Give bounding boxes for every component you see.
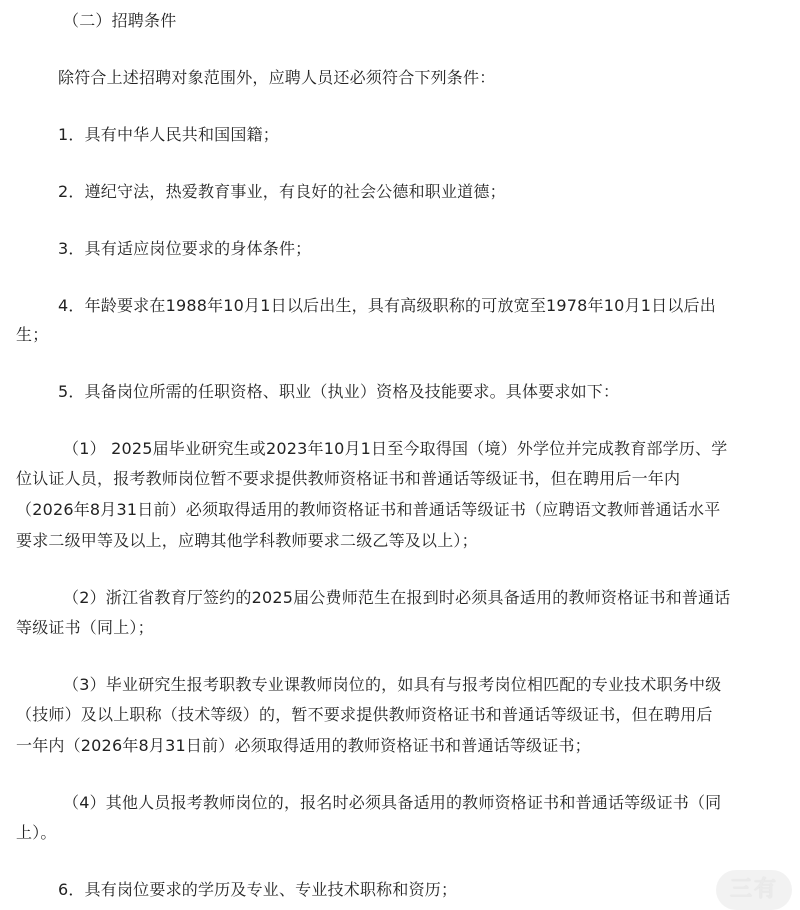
- sub-item-2-line-1: （2）浙江省教育厅签约的2025届公费师范生在报到时必须具备适用的教师资格证书和普通话: [63, 588, 731, 607]
- sub-item-1-line-1: （1） 2025届毕业研究生或2023年10月1日至今取得国（境）外学位并完成教育部学历、学: [63, 439, 728, 458]
- condition-item-1: 1．具有中华人民共和国国籍；: [58, 125, 279, 144]
- condition-item-4-line-2: 生；: [16, 325, 49, 344]
- sub-item-1-line-2: 位认证人员，报考教师岗位暂不要求提供教师资格证书和普通话等级证书，但在聘用后一年内: [16, 469, 681, 488]
- condition-item-5: 5．具备岗位所需的任职资格、职业（执业）资格及技能要求。具体要求如下：: [58, 382, 620, 401]
- sub-item-1-line-4: 要求二级甲等及以上，应聘其他学科教师要求二级乙等及以上）；: [16, 531, 478, 550]
- condition-item-3: 3．具有适应岗位要求的身体条件；: [58, 239, 312, 258]
- watermark-label: 三有: [729, 877, 778, 902]
- condition-item-6: 6．具有岗位要求的学历及专业、专业技术职称和资历；: [58, 880, 458, 899]
- sub-item-3-line-1: （3）毕业研究生报考职教专业课教师岗位的，如具有与报考岗位相匹配的专业技术职务中级: [63, 675, 722, 694]
- intro-paragraph: 除符合上述招聘对象范围外，应聘人员还必须符合下列条件：: [58, 68, 496, 87]
- sub-item-3-line-2: （技师）及以上职称（技术等级）的，暂不要求提供教师资格证书和普通话等级证书，但在聘用后: [16, 705, 713, 724]
- sub-item-3-line-3: 一年内（2026年8月31日前）必须取得适用的教师资格证书和普通话等级证书；: [16, 736, 591, 755]
- section-heading: （二）招聘条件: [63, 11, 177, 30]
- floating-logo-badge[interactable]: [716, 870, 792, 910]
- sub-item-2-line-2: 等级证书（同上）；: [16, 618, 154, 637]
- sub-item-4-line-1: （4）其他人员报考教师岗位的，报名时必须具备适用的教师资格证书和普通话等级证书（同: [63, 793, 722, 812]
- condition-item-4-line-1: 4．年龄要求在1988年10月1日以后出生，具有高级职称的可放宽至1978年10月1日以后出: [58, 296, 716, 315]
- sub-item-4-line-2: 上）。: [16, 823, 57, 842]
- sub-item-1-line-3: （2026年8月31日前）必须取得适用的教师资格证书和普通话等级证书（应聘语文教师普通话水平: [16, 500, 721, 519]
- condition-item-2: 2．遵纪守法，热爱教育事业，有良好的社会公德和职业道德；: [58, 182, 506, 201]
